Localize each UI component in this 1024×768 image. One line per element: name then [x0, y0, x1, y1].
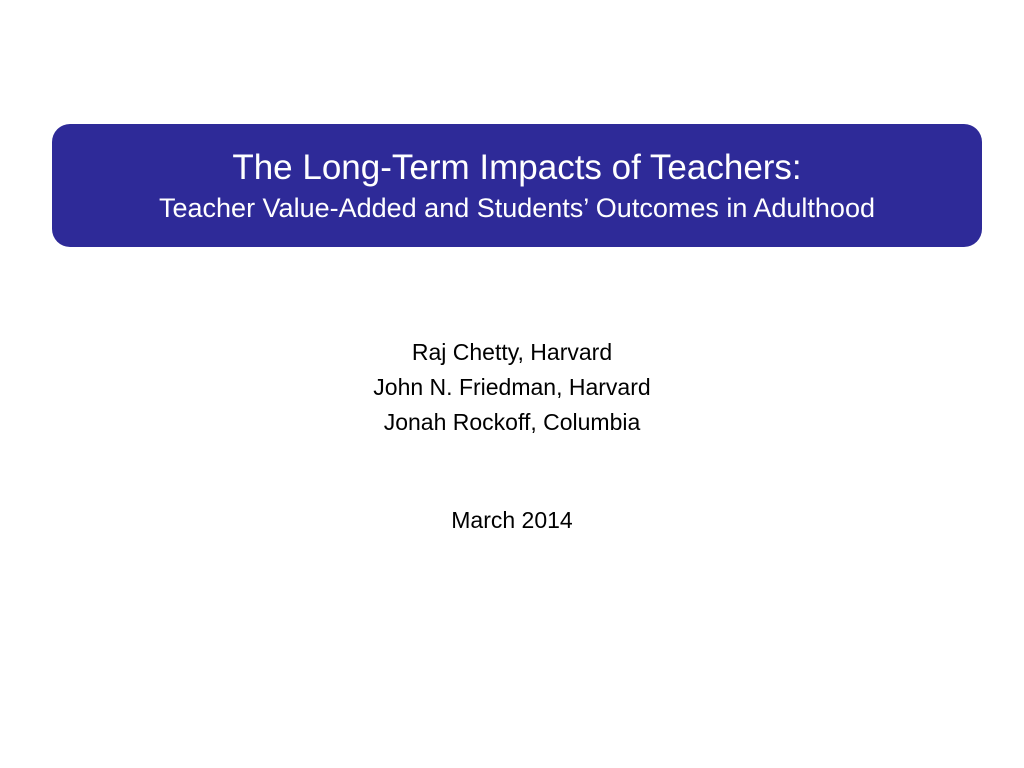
- author-line: John N. Friedman, Harvard: [373, 374, 651, 400]
- slide-title: The Long-Term Impacts of Teachers:: [232, 147, 802, 187]
- title-box: [52, 124, 982, 247]
- author-list: [0, 335, 1024, 440]
- slide-subtitle: Teacher Value-Added and Students’ Outcomes in Adulthood: [159, 192, 875, 223]
- presentation-date: March 2014: [451, 507, 573, 533]
- author-line: Jonah Rockoff, Columbia: [383, 409, 641, 435]
- author-line: Raj Chetty, Harvard: [411, 339, 613, 365]
